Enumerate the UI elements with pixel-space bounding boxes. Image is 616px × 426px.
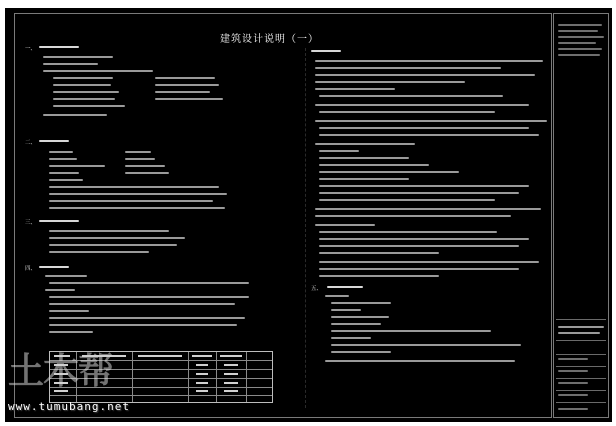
drawing-title: 建筑设计说明（一） [220,34,319,45]
text-line [49,207,225,209]
text-line [319,171,459,173]
title-block-rule [556,366,606,367]
text-line [315,67,501,69]
section-number: 一、 [25,46,37,52]
section-heading [39,220,79,222]
text-line [319,164,429,166]
site-url: www.tumubang.net [8,400,130,413]
text-line [325,360,515,362]
site-logo [8,352,148,392]
title-block-rule [556,319,606,320]
text-line [43,70,153,72]
text-line [319,261,539,263]
text-line [49,251,149,253]
text-line [155,91,210,93]
title-block-rule [556,378,606,379]
table-rule [188,352,189,402]
title-block-text [558,370,588,372]
text-line [319,268,519,270]
text-line [331,351,391,353]
section-heading [327,286,363,288]
table-cell [224,382,238,384]
section-number: 二、 [25,140,37,146]
text-line [315,81,465,83]
text-line [319,178,409,180]
text-line [49,324,237,326]
text-line [49,237,185,239]
text-line [319,238,529,240]
text-line [125,158,155,160]
text-line [43,63,98,65]
title-block [553,13,609,418]
section-heading [39,266,69,268]
text-line [49,151,73,153]
text-line [319,134,539,136]
table-cell [192,355,212,357]
table-cell [196,382,208,384]
text-line [125,172,169,174]
table-cell [196,390,208,392]
text-line [53,77,113,79]
title-block-text [558,42,596,44]
text-line [45,289,75,291]
text-line [49,179,83,181]
text-line [319,157,409,159]
section-number: 三、 [25,220,37,226]
text-line [319,275,439,277]
text-line [49,282,249,284]
title-block-text [558,48,602,50]
text-line [49,186,219,188]
title-block-text [558,24,602,26]
text-line [331,330,491,332]
text-line [319,199,495,201]
section-heading [311,50,341,52]
text-line [315,120,547,122]
text-line [319,95,503,97]
table-cell [224,373,238,375]
text-line [319,150,359,152]
text-line [319,231,497,233]
title-block-text [558,358,588,360]
text-line [125,165,165,167]
table-cell [196,373,208,375]
text-line [315,74,535,76]
text-line [331,316,389,318]
text-line [331,344,521,346]
table-rule [50,395,272,396]
table-cell [224,364,238,366]
text-line [49,158,77,160]
text-line [315,224,375,226]
text-line [319,111,495,113]
section-number: 五、 [311,286,323,292]
text-line [155,84,219,86]
text-line [155,98,223,100]
text-line [49,310,89,312]
text-line [53,91,119,93]
text-line [125,151,151,153]
table-rule [246,352,247,402]
title-block-rule [556,340,606,341]
text-line [325,295,349,297]
text-line [319,245,519,247]
text-line [53,105,125,107]
text-line [49,303,235,305]
text-line [49,331,93,333]
text-line [43,56,113,58]
text-line [49,193,227,195]
text-line [53,84,111,86]
site-logo-text: 土木帮 [8,351,114,392]
text-line [49,317,245,319]
text-line [315,208,541,210]
text-line [315,104,529,106]
text-line [315,60,543,62]
text-line [319,192,519,194]
text-line [49,200,213,202]
title-block-text [558,30,598,32]
text-line [53,98,115,100]
text-line [45,275,87,277]
text-line [331,309,361,311]
title-block-text [558,36,604,38]
text-line [319,252,439,254]
text-line [319,185,529,187]
text-line [49,244,177,246]
text-line [49,230,169,232]
text-line [43,114,107,116]
text-line [49,165,105,167]
text-line [49,172,79,174]
title-block-rule [556,354,606,355]
title-block-text [558,394,588,396]
title-block-text [558,54,600,56]
table-cell [196,364,208,366]
table-cell [220,355,242,357]
text-line [155,77,215,79]
title-block-text [558,408,588,410]
title-block-rule [556,390,606,391]
title-block-text [558,326,604,328]
text-line [315,215,511,217]
section-number: 四、 [25,266,37,272]
text-line [331,302,391,304]
text-line [331,323,381,325]
text-line [49,296,249,298]
table-cell [224,390,238,392]
column-divider [305,48,306,408]
table-rule [216,352,217,402]
text-line [319,127,529,129]
text-line [315,88,395,90]
section-heading [39,140,69,142]
title-block-text [558,332,600,334]
title-block-text [558,382,588,384]
title-block-rule [556,402,606,403]
text-line [315,143,415,145]
text-line [331,337,371,339]
section-heading [39,46,79,48]
